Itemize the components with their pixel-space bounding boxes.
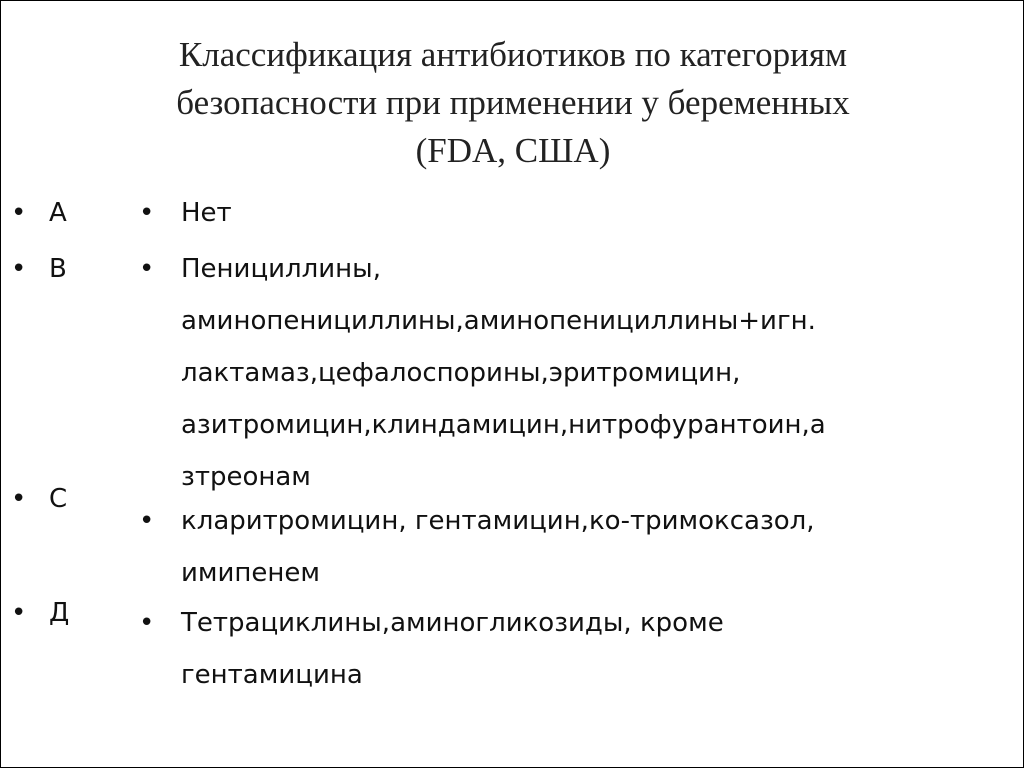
bullet-icon: • [11, 484, 27, 514]
title-line: безопасности при применении у беременных [176, 83, 850, 122]
drugs-line: лактамаз,цефалоспорины,эритромицин, [181, 358, 741, 388]
drugs-item-b [131, 243, 1011, 503]
drugs-line: Тетрациклины,аминогликозиды, кроме [181, 608, 724, 638]
bullet-icon: • [11, 198, 27, 228]
drugs-line: Нет [181, 198, 232, 228]
category-b [11, 243, 67, 295]
drugs-line: азитромицин,клиндамицин,нитрофурантоин,а [181, 410, 826, 440]
category-d [11, 587, 69, 639]
drugs-line: Пенициллины, [181, 254, 381, 284]
bullet-icon: • [11, 254, 27, 284]
bullet-icon: • [139, 198, 155, 228]
drugs-line: зтреонам [181, 462, 311, 492]
drugs-line: кларитромицин, гентамицин,ко-тримоксазол, [181, 506, 815, 536]
drugs-item-c [131, 495, 1011, 599]
bullet-icon: • [11, 598, 27, 628]
bullet-icon: • [139, 506, 155, 536]
drugs-line: имипенем [181, 558, 321, 588]
drugs-item-a [131, 187, 1011, 239]
category-letter: A [49, 198, 67, 228]
category-c [11, 473, 67, 525]
category-letter: Д [49, 598, 70, 628]
drugs-item-d [131, 597, 1011, 701]
category-letter: C [49, 484, 68, 514]
drugs-line: гентамицина [181, 660, 363, 690]
title-line: (FDA, США) [415, 131, 611, 170]
slide-title [101, 31, 925, 175]
category-a [11, 187, 67, 239]
drugs-line: аминопенициллины,аминопенициллины+игн. [181, 306, 816, 336]
title-line: Классификация антибиотиков по категориям [178, 35, 848, 74]
bullet-icon: • [139, 608, 155, 638]
category-letter: B [49, 254, 67, 284]
bullet-icon: • [139, 254, 155, 284]
